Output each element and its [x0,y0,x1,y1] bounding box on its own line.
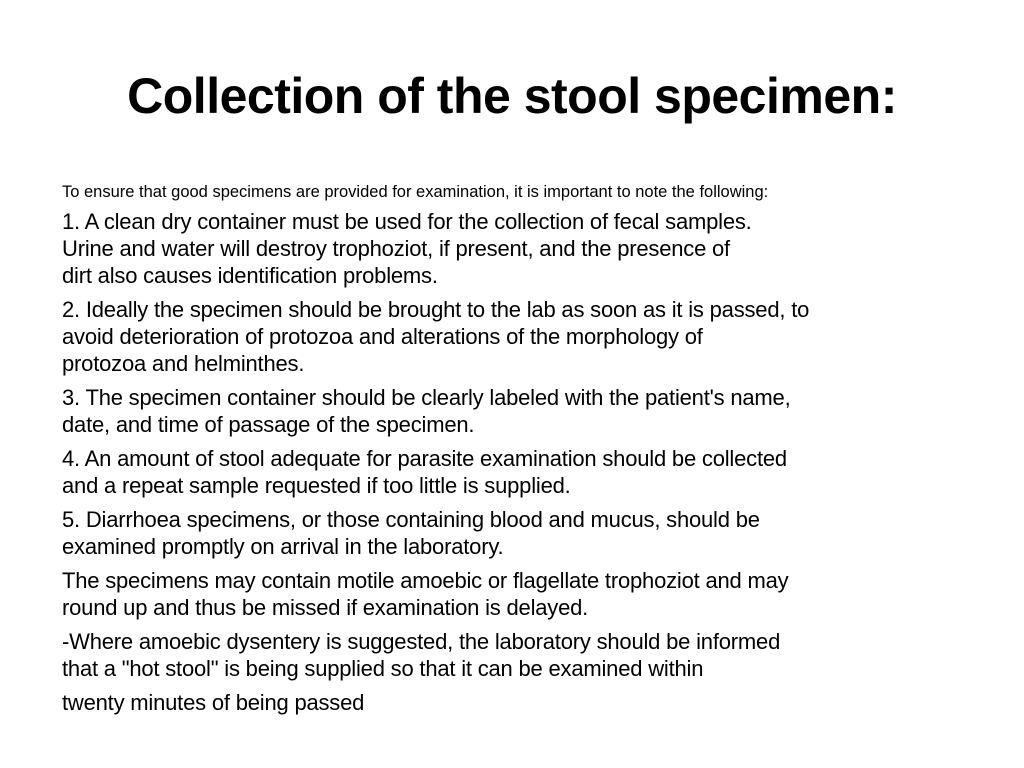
paragraph-line: round up and thus be missed if examination is delayed. [62,595,589,620]
paragraph-line: The specimens may contain motile amoebic or flagellate trophoziot and may [62,568,789,593]
paragraph-3 [62,384,992,438]
intro-text: To ensure that good specimens are provided for examination, it is important to note the following: [62,183,769,201]
paragraph-8 [62,689,992,716]
paragraph-1 [62,208,992,289]
paragraph-line: -Where amoebic dysentery is suggested, the laboratory should be informed [62,629,781,654]
paragraph-6 [62,567,992,621]
paragraph-line: dirt also causes identification problems. [62,263,438,288]
paragraph-line: 3. The specimen container should be clearly labeled with the patient's name, [62,385,791,410]
paragraph-line: that a "hot stool" is being supplied so that it can be examined within [62,656,704,681]
paragraph-line: and a repeat sample requested if too little is supplied. [62,473,571,498]
slide-body [62,180,992,724]
paragraph-line: 4. An amount of stool adequate for parasite examination should be collected [62,446,787,471]
paragraph-line: examined promptly on arrival in the laboratory. [62,534,504,559]
paragraph-line: avoid deterioration of protozoa and alterations of the morphology of [62,324,703,349]
paragraph-7 [62,628,992,682]
paragraph-4 [62,445,992,499]
paragraph-2 [62,296,992,377]
paragraph-line: date, and time of passage of the specimen. [62,412,475,437]
paragraph-line: Urine and water will destroy trophoziot, if present, and the presence of [62,236,730,261]
paragraph-5 [62,506,992,560]
paragraph-line: 1. A clean dry container must be used for the collection of fecal samples. [62,209,752,234]
paragraph-line: 2. Ideally the specimen should be brought to the lab as soon as it is passed, to [62,297,810,322]
slide-title: Collection of the stool specimen: [127,68,897,124]
paragraph-line: 5. Diarrhoea specimens, or those containing blood and mucus, should be [62,507,760,532]
paragraph-line: twenty minutes of being passed [62,690,365,715]
paragraph-line: protozoa and helminthes. [62,351,305,376]
